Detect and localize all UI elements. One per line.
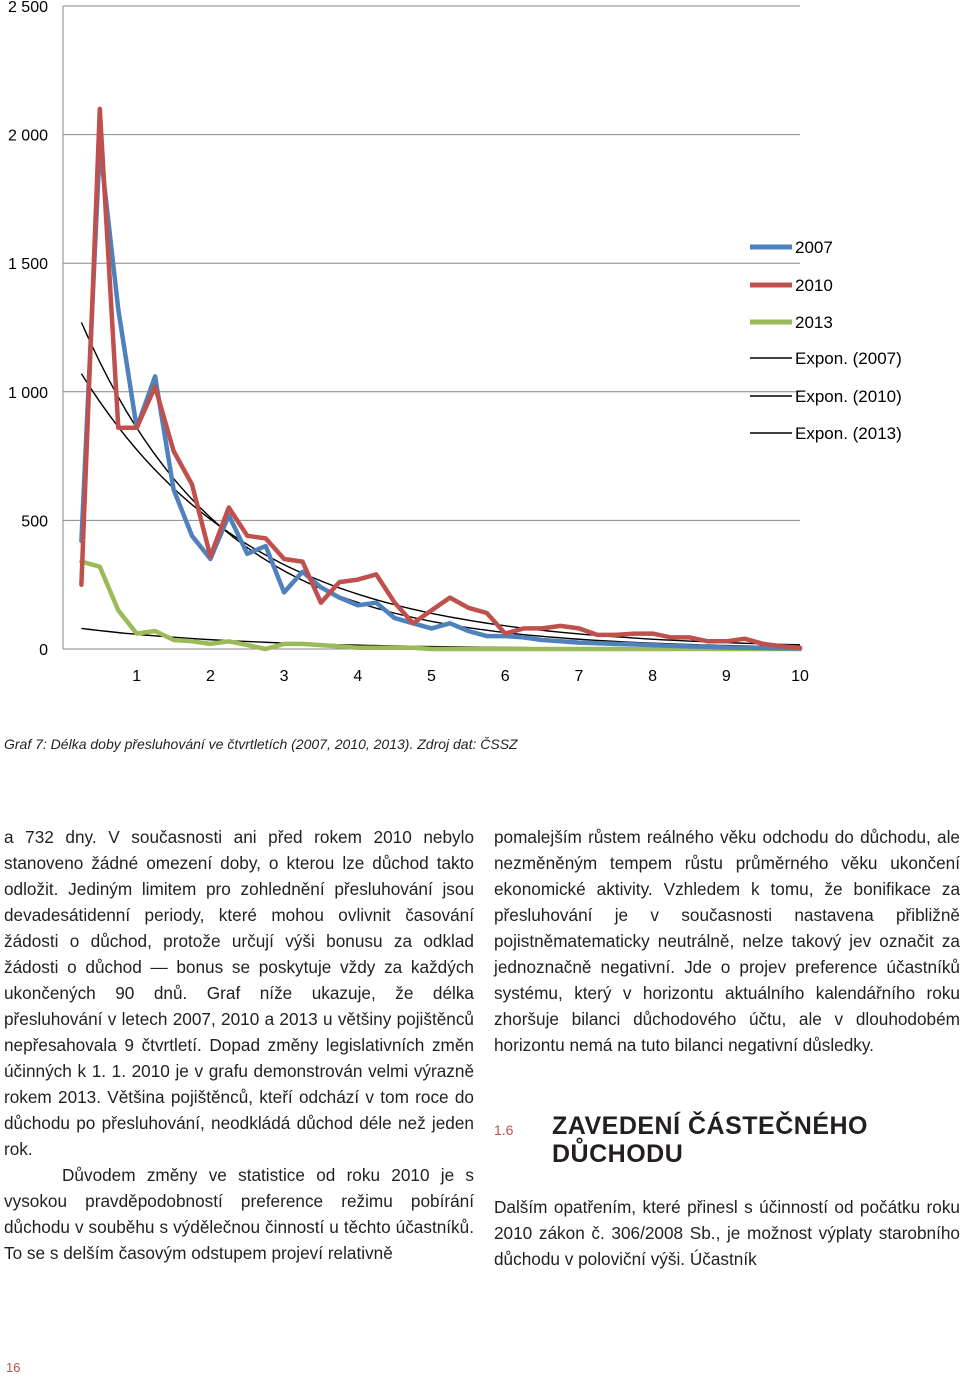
y-axis: [8, 0, 48, 659]
y-tick-label: 500: [21, 513, 48, 531]
trend-lines: [81, 322, 800, 648]
figure-caption: Graf 7: Délka doby přesluhování ve čtvrtletích (2007, 2010, 2013). Zdroj dat: ČSSZ: [4, 736, 518, 752]
right-column-continued: [494, 1194, 960, 1272]
series-line: [81, 145, 800, 649]
x-tick-label: 1: [132, 668, 142, 685]
trend-line: [81, 322, 800, 647]
y-tick-label: 2 000: [7, 127, 48, 145]
chart-gridlines: [63, 6, 800, 649]
x-tick-label: 2: [205, 668, 215, 685]
y-tick-label: 1 500: [7, 256, 48, 274]
x-tick-label: 3: [279, 668, 289, 685]
legend-label: 2007: [795, 238, 833, 257]
x-tick-label: 10: [791, 668, 809, 685]
legend-label: Expon. (2007): [795, 349, 902, 368]
y-tick-label: 1 000: [7, 384, 48, 402]
page-number: 16: [6, 1360, 21, 1375]
legend-label: 2013: [795, 313, 833, 332]
x-tick-label: 6: [500, 668, 510, 685]
section-title: [552, 1112, 868, 1168]
x-axis: [132, 668, 809, 685]
x-tick-label: 8: [648, 668, 658, 685]
legend-label: 2010: [795, 276, 833, 295]
left-paragraph-2: Důvodem změny ve statistice od roku 2010 je s vysokou pravděpodobností preference režimu pobírání důchodu v souběhu s výdělečnou činností u těchto účastníků. To se s delším časovým odstupem projeví relativně: [4, 1165, 474, 1263]
right-paragraph-2: Dalším opatřením, které přinesl s účinností od počátku roku 2010 zákon č. 306/2008 Sb., je možnost výplaty starobního důchodu v poloviční výši. Účastník: [494, 1197, 960, 1269]
right-paragraph-1: pomalejším růstem reálného věku odchodu do důchodu, ale nezměněným tempem růstu průměrného věku ukončení ekonomické aktivity. Vzhledem k tomu, že bonifikace za přesluhování je v současnosti nastavena přibližně pojistněmatematicky neutrálně, nelze takový jev označit za jednoznačně negativní. Jde o projev preference účastníků systému, který v horizontu aktuálního kalendářního roku zhoršuje bilanci důchodového účtu, ale v dlouhodobém horizontu nemá na tuto bilanci negativní důsledky.: [494, 827, 960, 1055]
x-tick-label: 5: [427, 668, 436, 685]
legend-label: Expon. (2010): [795, 387, 902, 406]
data-series: [81, 109, 800, 649]
series-line: [81, 109, 800, 648]
section-number: 1.6: [494, 1122, 514, 1138]
y-tick-label: 0: [39, 642, 48, 659]
x-tick-label: 9: [721, 668, 731, 685]
right-column: [494, 824, 960, 1058]
x-tick-label: 7: [574, 668, 584, 685]
y-tick-label: 2 500: [7, 0, 48, 16]
section-title-line-2: DŮCHODU: [552, 1140, 684, 1168]
left-paragraph-1: a 732 dny. V současnosti ani před rokem 2010 nebylo stanoveno žádné omezení doby, o kterou lze důchod takto odložit. Jediným limitem pro zohlednění přesluhování jsou devadesátidenní periody, které mohou ovlivnit časování žádosti o důchod, protože určují výši bonusu za odklad žádosti o důchod — bonus se poskytuje vždy za každých ukončených 90 dnů. Graf níže ukazuje, že délka přesluhování v letech 2007, 2010 a 2013 u většiny pojištěnců nepřesahovala 9 čtvrtletí. Dopad změny legislativních změn účinných k 1. 1. 2010 je v grafu demonstrován velmi výrazně rokem 2013. Většina pojištěnců, kteří odchází v tom roce do důchodu po přesluhování, neodkládá důchod déle než jeden rok.: [4, 827, 474, 1159]
legend: [750, 238, 902, 443]
section-title-line-1: ZAVEDENÍ ČÁSTEČNÉHO: [552, 1112, 869, 1140]
x-tick-label: 4: [353, 668, 363, 685]
left-column: [4, 824, 474, 1266]
legend-label: Expon. (2013): [795, 424, 902, 443]
